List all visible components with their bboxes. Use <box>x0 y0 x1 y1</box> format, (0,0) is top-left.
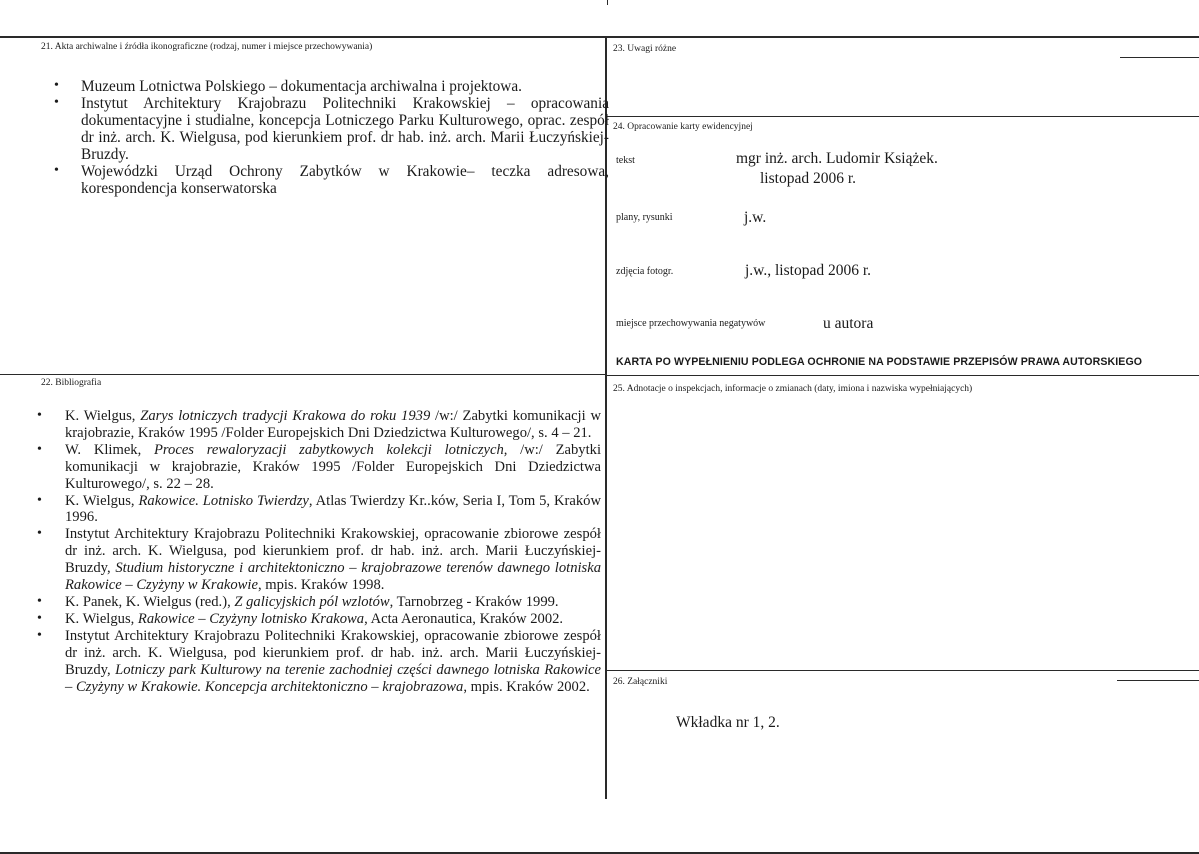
list-item: • Muzeum Lotnictwa Polskiego – dokumentacja archiwalna i projektowa. <box>54 78 522 95</box>
list-item: • W. Klimek, Proces rewaloryzacji zabytkowych kolekcji lotniczych, /w:/ Zabytki komunikacji w krajobrazie, Kraków 1995 /Folder Europejskich Dni Dziedzictwa Kulturowego/, s. 22 – 28. <box>37 441 601 492</box>
bullet-icon: • <box>54 95 59 110</box>
bullet-icon: • <box>37 593 42 609</box>
left-mid-rule <box>0 374 606 375</box>
list-item: • K. Wielgus, Zarys lotniczych tradycji Krakowa do roku 1939 /w:/ Zabytki komunikacji w krajobrazie, Kraków 1995 /Folder Europejskich Dni Dziedzictwa Kulturowego/, s. 4 – 21. <box>37 408 601 441</box>
section-22-header: 22. Bibliografia <box>41 378 102 388</box>
zdjecia-value: j.w., listopad 2006 r. <box>745 262 872 279</box>
section-21-header: 21. Akta archiwalne i źródła ikonograficzne (rodzaj, numer i miejsce przechowywania) <box>41 42 373 52</box>
copyright-notice: KARTA PO WYPEŁNIENIU PODLEGA OCHRONIE NA PODSTAWIE PRZEPISÓW PRAWA AUTORSKIEGO <box>616 356 1143 368</box>
tekst-date: listopad 2006 r. <box>760 170 857 187</box>
archive-list <box>49 78 609 197</box>
bullet-icon: • <box>37 441 42 457</box>
attachments-value: Wkładka nr 1, 2. <box>676 714 780 731</box>
rule-23-24 <box>606 116 1199 117</box>
top-tick <box>607 0 608 5</box>
rule-26-under <box>1117 680 1199 681</box>
rule-24-25 <box>606 375 1199 376</box>
section-25-header: 25. Adnotacje o inspekcjach, informacje o zmianach (daty, imiona i nazwiska wypełniających) <box>613 384 973 394</box>
bullet-icon: • <box>37 526 42 542</box>
tekst-label: tekst <box>616 155 635 166</box>
miejsce-label: miejsce przechowywania negatywów <box>616 318 766 329</box>
bullet-icon: • <box>37 408 42 423</box>
miejsce-value: u autora <box>823 315 874 332</box>
top-rule <box>0 36 1199 38</box>
list-item: • Instytut Architektury Krajobrazu Politechniki Krakowskiej, opracowanie zbiorowe zespół dr inż. arch. K. Wielgusa, pod kierunkiem prof. dr hab. inż. arch. Marii Łuczyńskiej-Bruzdy, Lotniczy park Kulturowy na terenie zachodniej części dawnego lotniska Rakowice – Czyżyny w Krakowie. Koncepcja architektoniczno – krajobrazowa, mpis. Kraków 2002. <box>37 627 601 695</box>
zdjecia-label: zdjęcia fotogr. <box>616 266 674 277</box>
list-item: • K. Panek, K. Wielgus (red.), Z galicyjskich pól wzlotów, Tarnobrzeg - Kraków 1999. <box>37 593 559 610</box>
bullet-icon: • <box>54 78 59 93</box>
tekst-value: mgr inż. arch. Ludomir Książek. <box>736 150 938 167</box>
plany-label: plany, rysunki <box>616 212 673 223</box>
bullet-icon: • <box>54 163 59 178</box>
bullet-icon: • <box>37 610 42 626</box>
rule-23-under <box>1120 57 1199 58</box>
list-item: • Wojewódzki Urząd Ochrony Zabytków w Krakowie– teczka adresowa, korespondencja konserwatorska <box>54 163 609 197</box>
bullet-icon: • <box>37 492 42 508</box>
bullet-icon: • <box>37 627 42 643</box>
section-23-header: 23. Uwagi różne <box>613 44 677 54</box>
section-26-header: 26. Załączniki <box>613 677 668 687</box>
list-item: • Instytut Architektury Krajobrazu Politechniki Krakowskiej – opracowania dokumentacyjne i studialne, koncepcja Lotniczego Parku Kulturowego, oprac. zespół dr inż. arch. K. Wielgusa, pod kierunkiem prof. dr hab. inż. arch. Marii Łuczyńskiej-Bruzdy. <box>54 95 609 163</box>
plany-value: j.w. <box>744 209 767 226</box>
list-item: • Instytut Architektury Krajobrazu Politechniki Krakowskiej, opracowanie zbiorowe zespół dr inż. arch. K. Wielgusa, pod kierunkiem prof. dr hab. inż. arch. Marii Łuczyńskiej-Bruzdy, Studium historyczne i architektoniczno – krajobrazowe terenów dawnego lotniska Rakowice – Czyżyny w Krakowie, mpis. Kraków 1998. <box>37 526 602 594</box>
rule-26-right <box>606 670 1199 671</box>
section-24-header: 24. Opracowanie karty ewidencyjnej <box>613 122 753 132</box>
list-item: • K. Wielgus, Rakowice. Lotnisko Twierdzy, Atlas Twierdzy Kr..ków, Seria I, Tom 5, Kraków 1996. <box>37 492 602 526</box>
bibliography-list <box>37 408 601 695</box>
list-item: • K. Wielgus, Rakowice – Czyżyny lotnisko Krakowa, Acta Aeronautica, Kraków 2002. <box>37 610 564 627</box>
